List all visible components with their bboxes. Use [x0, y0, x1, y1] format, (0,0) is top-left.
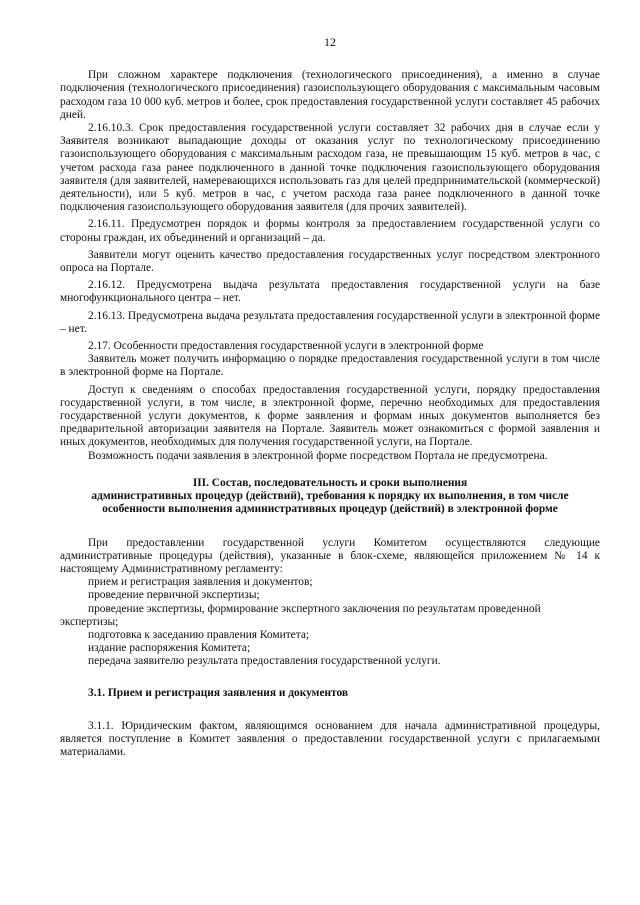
list-item: прием и регистрация заявления и документов; — [88, 576, 313, 589]
procedures-list — [60, 576, 600, 668]
list-item: передача заявителю результата предоставления государственной услуги. — [88, 655, 441, 668]
section-heading-line-2: административных процедур (действий), требования к порядку их выполнения, в том числе — [91, 490, 569, 503]
section-heading-line-3: особенности выполнения административных процедур (действий) в электронной форме — [102, 503, 558, 516]
page-number: 12 — [324, 35, 336, 49]
paragraph-complex-connection: При сложном характере подключения (технологического присоединения), а именно в случае подключения (технологического присоединения) газоиспользующего оборудования с максимальным часовым расходом газа 10 000 куб. метров и более, срок предоставления государственной услуги составляет 45 рабочих дней. — [60, 69, 600, 121]
paragraph-2-16-11: 2.16.11. Предусмотрен порядок и формы контроля за предоставлением государственной услуги со стороны граждан, их объединений и организаций – да. — [60, 218, 600, 244]
list-item: подготовка к заседанию правления Комитета; — [88, 628, 310, 641]
section-heading-iii — [60, 477, 600, 517]
paragraph-2-16-12: 2.16.12. Предусмотрена выдача результата предоставления государственной услуги на базе многофункционального центра – нет. — [60, 279, 600, 305]
paragraph-info-portal: Заявитель может получить информацию о порядке предоставления государственной услуги в том числе в электронной форме на Портале. — [60, 353, 600, 379]
list-item: проведение экспертизы, формирование экспертного заключения по результатам проведенной экспертизы; — [60, 602, 541, 628]
paragraph-3-1-1: 3.1.1. Юридическим фактом, являющимся основанием для начала административной процедуры, является поступление в Комитет заявления о предоставлении государственной услуги с прилагаемыми материалами. — [60, 719, 600, 759]
list-item: издание распоряжения Комитета; — [88, 642, 251, 655]
section-intro: При предоставлении государственной услуги Комитетом осуществляются следующие административные процедуры (действия), указанные в блок-схеме, являющейся приложением № 14 к настоящему Административному регламенту: — [60, 536, 600, 575]
paragraph-2-16-13: 2.16.13. Предусмотрена выдача результата предоставления государственной услуги в электронной форме – нет. — [60, 309, 600, 335]
paragraph-quality-assessment: Заявители могут оценить качество предоставления государственных услуг посредством электронного опроса на Портале. — [60, 248, 600, 275]
subheading-3-1: 3.1. Прием и регистрация заявления и документов — [88, 686, 349, 699]
paragraph-2-17: 2.17. Особенности предоставления государственной услуги в электронной форме — [88, 340, 484, 353]
paragraph-access-info: Доступ к сведениям о способах предоставления государственной услуги, порядку предоставления государственной услуги, в том числе, в электронной форме, перечню необходимых для предоставления государственной услуги документов, к форме заявления и формам иных документов выполняется без предварительной авторизации заявителя на Портале. Заявитель может ознакомиться с формой заявления и иных документов, необходимых для получения государственной услуги, на Портале. — [60, 383, 600, 449]
paragraph-2-16-10-3: 2.16.10.3. Срок предоставления государственной услуги составляет 32 рабочих дня в случае если у Заявителя возникают выпадающие доходы от оказания услуг по технологическому присоединению газоиспользующего оборудования с максимальным расходом газа, не превышающим 15 куб. метров в час, с учетом расхода газа ранее подключенного в данной точке подключения газоиспользующего оборудования заявителя (для заявителей, намеревающихся использовать газ для целей предпринимательской (коммерческой) деятельности), или 5 куб. метров в час, с учетом расхода газа ранее подключенного в данной точке подключения газоиспользующего оборудования заявителя (для прочих заявителей). — [60, 122, 600, 214]
paragraph-no-electronic-submission: Возможность подачи заявления в электронной форме посредством Портала не предусмотрена. — [88, 449, 548, 462]
section-heading-line-1: III. Состав, последовательность и сроки выполнения — [192, 476, 468, 489]
list-item: проведение первичной экспертизы; — [88, 589, 260, 602]
